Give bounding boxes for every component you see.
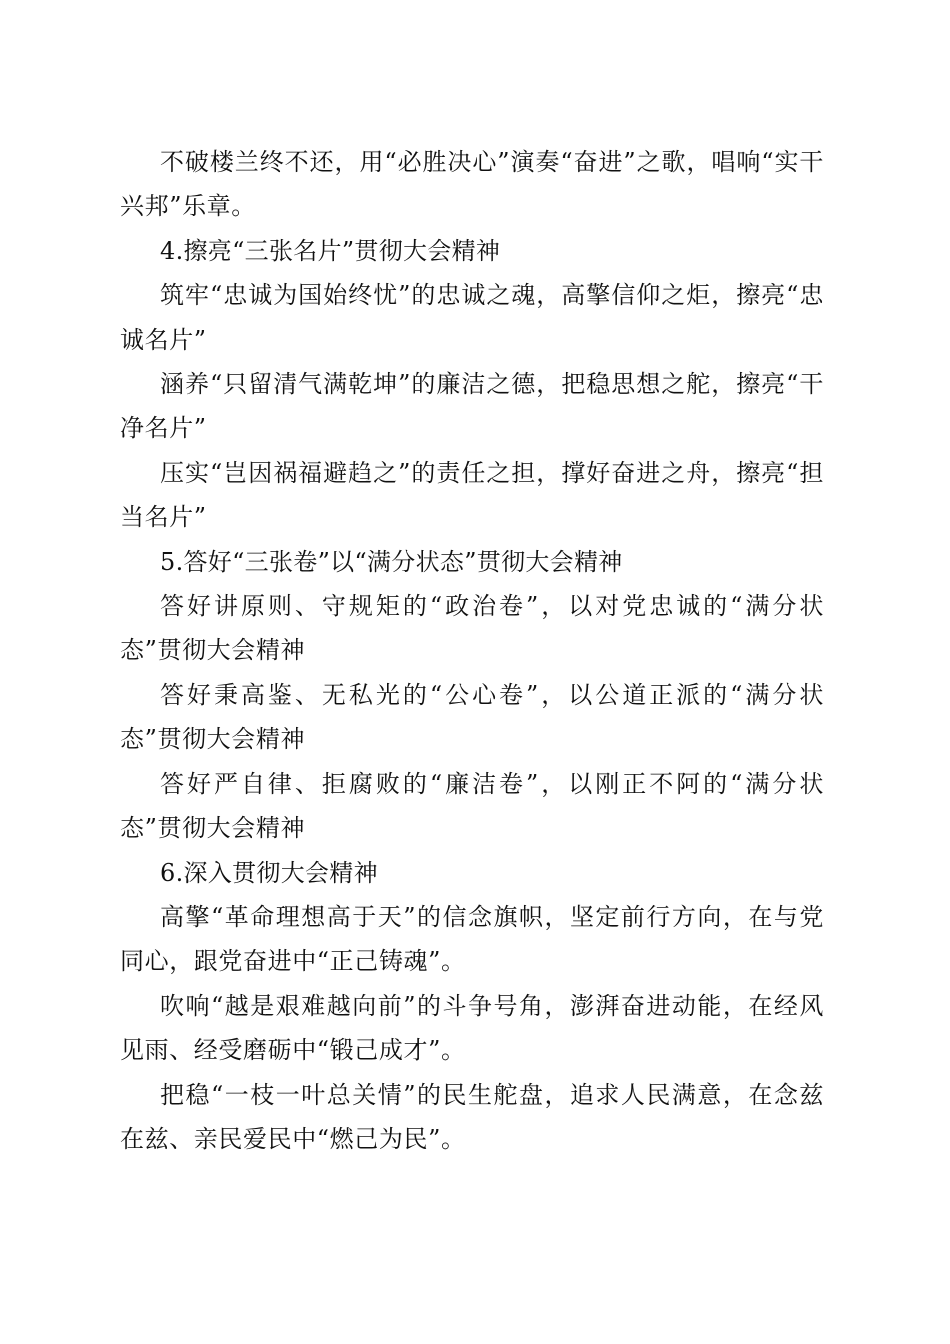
paragraph: 涵养“只留清气满乾坤”的廉洁之德，把稳思想之舵，擦亮“干净名片” <box>120 370 824 443</box>
paragraph: 不破楼兰终不还，用“必胜决心”演奏“奋进”之歌，唱响“实干兴邦”乐章。 <box>120 148 824 221</box>
section-heading: 6.深入贯彻大会精神 <box>160 858 378 887</box>
paragraph: 把稳“一枝一叶总关情”的民生舵盘，追求人民满意，在念兹在兹、亲民爱民中“燃己为民”。 <box>120 1080 824 1153</box>
paragraph: 答好严自律、拒腐败的“廉洁卷”，以刚正不阿的“满分状态”贯彻大会精神 <box>120 769 824 843</box>
document-body <box>120 140 824 1161</box>
paragraph: 吹响“越是艰难越向前”的斗争号角，澎湃奋进动能，在经风见雨、经受磨砺中“锻己成才”。 <box>120 991 824 1065</box>
paragraph: 答好讲原则、守规矩的“政治卷”，以对党忠诚的“满分状态”贯彻大会精神 <box>120 592 824 665</box>
paragraph: 答好秉高鉴、无私光的“公心卷”，以公道正派的“满分状态”贯彻大会精神 <box>120 680 824 754</box>
paragraph: 高擎“革命理想高于天”的信念旗帜，坚定前行方向，在与党同心，跟党奋进中“正己铸魂”。 <box>120 902 824 976</box>
section-heading: 4.擦亮“三张名片”贯彻大会精神 <box>160 236 501 265</box>
paragraph: 压实“岂因祸福避趋之”的责任之担，撑好奋进之舟，擦亮“担当名片” <box>120 458 824 532</box>
paragraph: 筑牢“忠诚为国始终忧”的忠诚之魂，高擎信仰之炬，擦亮“忠诚名片” <box>120 281 824 354</box>
section-heading: 5.答好“三张卷”以“满分状态”贯彻大会精神 <box>160 547 623 576</box>
